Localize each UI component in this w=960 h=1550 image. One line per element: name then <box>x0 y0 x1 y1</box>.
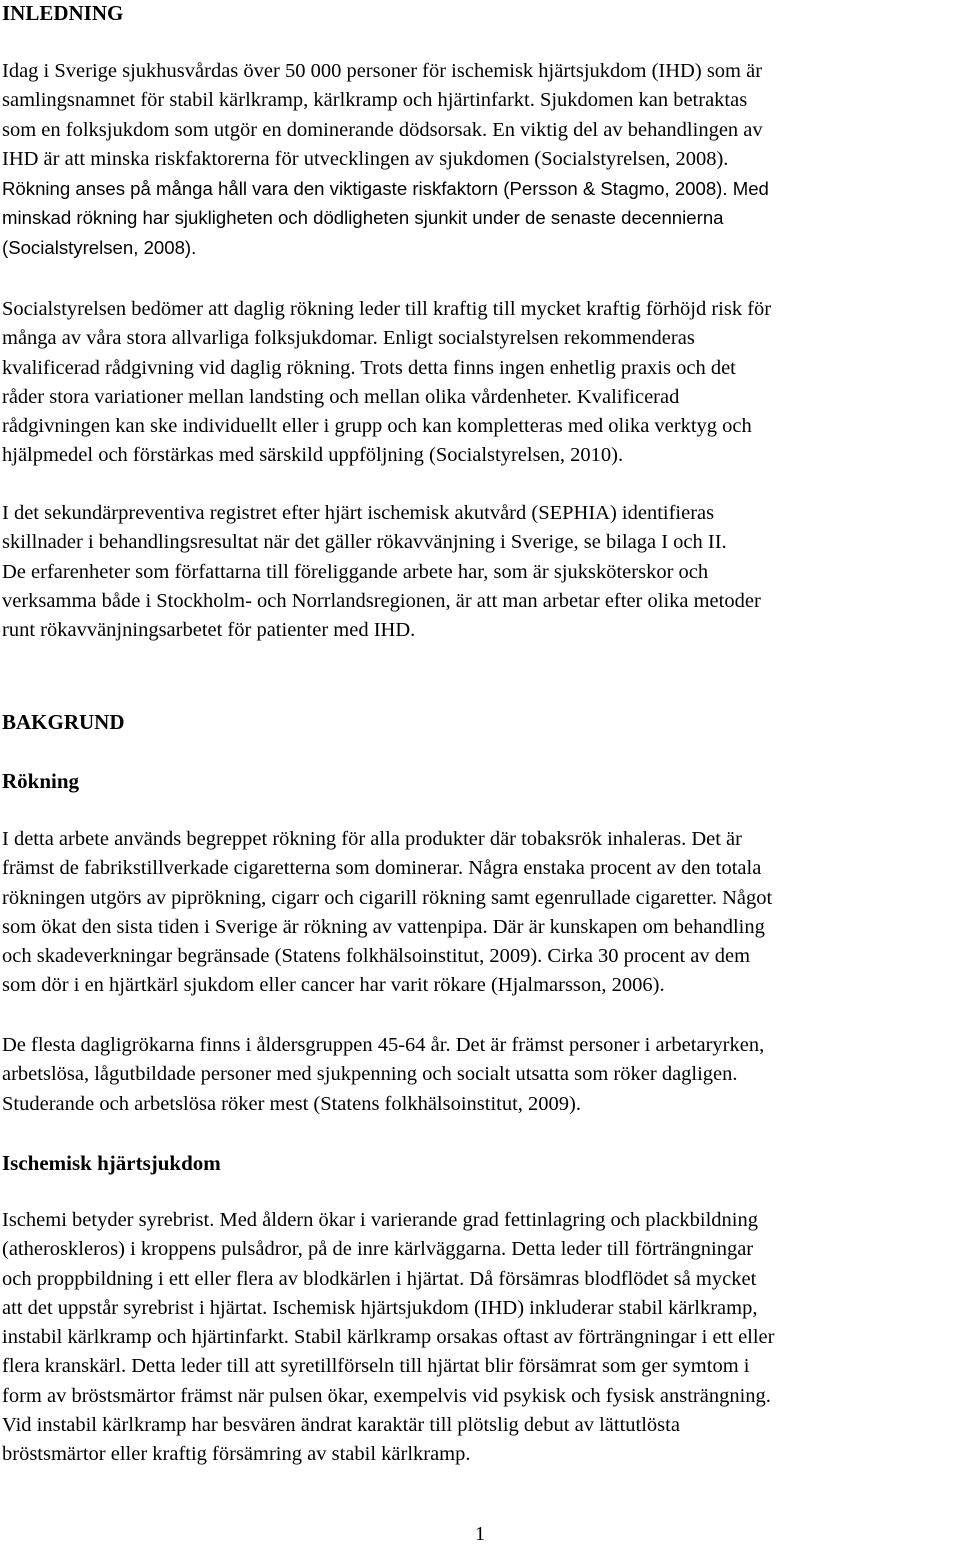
text-line: (atheroskleros) i kroppens pulsådror, på de inre kärlväggarna. Detta leder till förträngningar <box>2 1238 754 1261</box>
text-line: och skadeverkningar begränsade (Statens folkhälsoinstitut, 2009). Cirka 30 procent av dem <box>2 945 751 968</box>
text-line: (Socialstyrelsen, 2008). <box>2 236 197 258</box>
paragraph-ischemisk <box>2 1206 958 1470</box>
heading-ischemisk-hjartsjukdom: Ischemisk hjärtsjukdom <box>2 1151 221 1175</box>
paragraph-rokning-2 <box>2 1031 958 1119</box>
text-line: som ökat den sista tiden i Sverige är rökning av vattenpipa. Där är kunskapen om behandling <box>2 915 765 938</box>
text-line: I det sekundärpreventiva registret efter hjärt ischemisk akutvård (SEPHIA) identifieras <box>2 502 715 524</box>
heading-bakgrund: BAKGRUND <box>2 710 125 734</box>
text-line: Studerande och arbetslösa röker mest (Statens folkhälsoinstitut, 2009). <box>2 1092 582 1115</box>
text-line: Vid instabil kärlkramp har besvären ändrat karaktär till plötslig debut av lättutlösta <box>2 1414 680 1437</box>
text-line: rökningen utgörs av piprökning, cigarr och cigarill rökning samt egenrullade cigaretter. Något <box>2 886 773 909</box>
text-line: många av våra stora allvarliga folksjukdomar. Enligt socialstyrelsen rekommenderas <box>2 327 695 350</box>
paragraph-intro-3 <box>2 499 958 645</box>
heading-inledning: INLEDNING <box>2 1 124 25</box>
text-line: samlingsnamnet för stabil kärlkramp, kärlkramp och hjärtinfarkt. Sjukdomen kan betraktas <box>2 89 748 112</box>
text-line: bröstsmärtor eller kraftig försämring av stabil kärlkramp. <box>2 1443 471 1466</box>
text-line: råder stora variationer mellan landsting och mellan olika vårdenheter. Kvalificerad <box>2 385 680 408</box>
text-line: Socialstyrelsen bedömer att daglig rökning leder till kraftig till mycket kraftig förhöjd risk för <box>2 298 772 320</box>
paragraph-rokning-1 <box>2 825 958 1001</box>
text-line: Idag i Sverige sjukhusvårdas över 50 000 personer för ischemisk hjärtsjukdom (IHD) som är <box>2 60 763 82</box>
text-line: och proppbildning i ett eller flera av blodkärlen i hjärtat. Då försämras blodflödet så mycket <box>2 1267 757 1290</box>
text-line: verksamma både i Stockholm- och Norrlandsregionen, är att man arbetar efter olika metoder <box>2 589 761 612</box>
text-line: flera kranskärl. Detta leder till att syretillförseln till hjärtat blir försämrat som ger symtom i <box>2 1355 750 1378</box>
text-line: form av bröstsmärtor främst när pulsen ökar, exempelvis vid psykisk och fysisk ansträngning. <box>2 1384 771 1407</box>
text-line: främst de fabrikstillverkade cigaretterna som dominerar. Några enstaka procent av den totala <box>2 857 762 880</box>
text-line: Ischemi betyder syrebrist. Med åldern ökar i varierande grad fettinlagring och plackbildning <box>2 1209 758 1231</box>
text-line: arbetslösa, lågutbildade personer med sjukpenning och socialt utsatta som röker dagligen. <box>2 1063 738 1086</box>
paragraph-intro-1 <box>2 57 958 262</box>
page-number: 1 <box>475 1523 485 1545</box>
text-line: instabil kärlkramp och hjärtinfarkt. Stabil kärlkramp orsakas oftast av förträngningar i ett eller <box>2 1326 775 1349</box>
text-line: IHD är att minska riskfaktorerna för utvecklingen av sjukdomen (Socialstyrelsen, 2008). <box>2 147 729 170</box>
text-line: De flesta dagligrökarna finns i åldersgruppen 45-64 år. Det är främst personer i arbetaryrken, <box>2 1034 765 1056</box>
text-line: De erfarenheter som författarna till föreliggande arbete har, som är sjuksköterskor och <box>2 560 709 583</box>
text-line: minskad rökning har sjukligheten och dödligheten sjunkit under de senaste decennierna <box>2 207 724 229</box>
text-line: hjälpmedel och förstärkas med särskild uppföljning (Socialstyrelsen, 2010). <box>2 444 624 467</box>
text-line: rådgivningen kan ske individuellt eller i grupp och kan kompletteras med olika verktyg och <box>2 415 752 438</box>
text-line: Rökning anses på många håll vara den viktigaste riskfaktorn (Persson & Stagmo, 2008). Med <box>2 178 769 200</box>
text-line: som dör i en hjärtkärl sjukdom eller cancer har varit rökare (Hjalmarsson, 2006). <box>2 974 665 997</box>
paragraph-intro-2 <box>2 295 958 471</box>
heading-rokning: Rökning <box>2 769 80 793</box>
text-line: kvalificerad rådgivning vid daglig rökning. Trots detta finns ingen enhetlig praxis och det <box>2 356 736 379</box>
text-line: I detta arbete används begreppet rökning för alla produkter där tobaksrök inhaleras. Det är <box>2 828 742 850</box>
text-line: som en folksjukdom som utgör en dominerande dödsorsak. En viktig del av behandlingen av <box>2 118 763 141</box>
text-line: att det uppstår syrebrist i hjärtat. Ischemisk hjärtsjukdom (IHD) inkluderar stabil kärlkramp, <box>2 1296 758 1319</box>
text-line: runt rökavvänjningsarbetet för patienter med IHD. <box>2 619 416 642</box>
text-line: skillnader i behandlingsresultat när det gäller rökavvänjning i Sverige, se bilaga I och II. <box>2 531 727 554</box>
